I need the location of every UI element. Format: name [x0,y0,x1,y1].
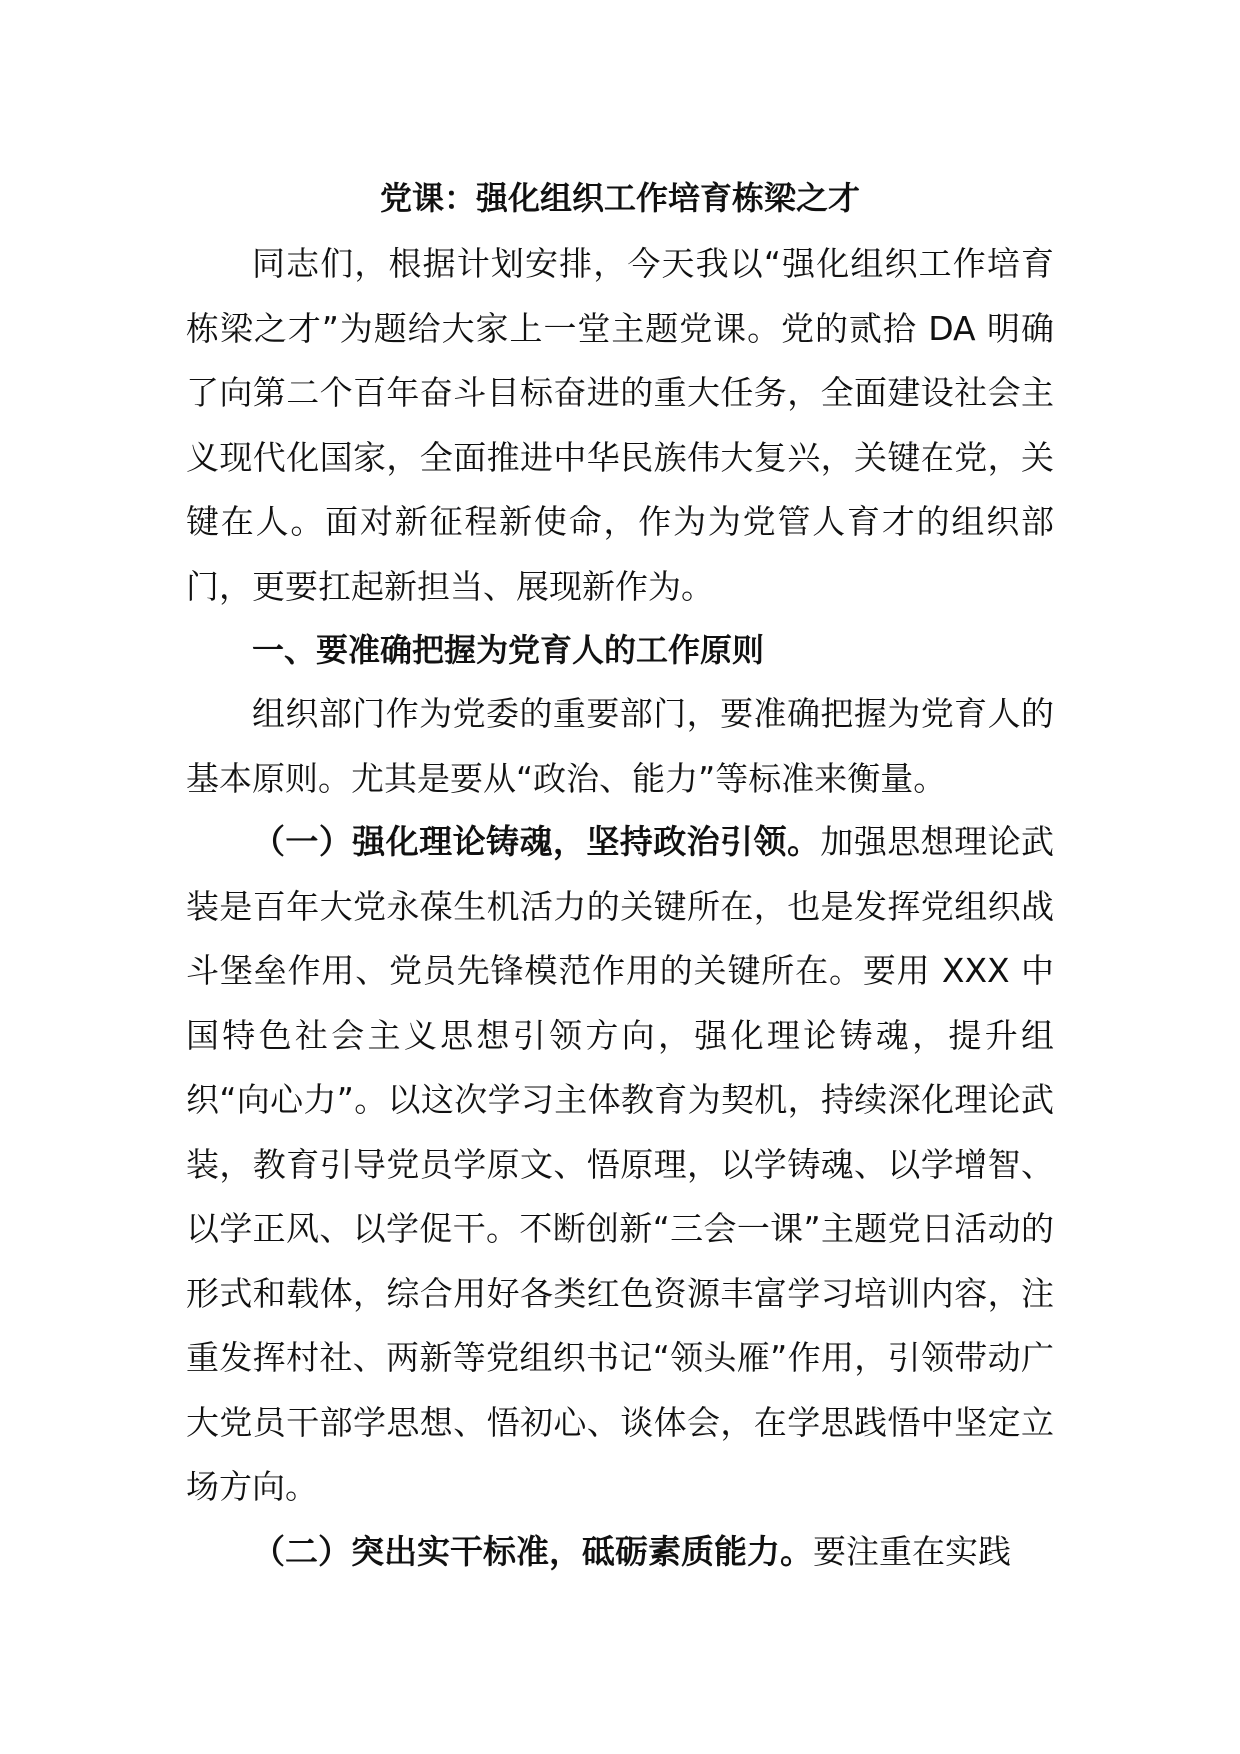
section-1-intro-paragraph: 组织部门作为党委的重要部门，要准确把握为党育人的基本原则。尤其是要从“政治、能力”等标准来衡量。 [186,694,1054,798]
point-2-paragraph [186,1520,1054,1585]
section-heading-1: 一、要准确把握为党育人的工作原则 [252,631,765,669]
point-1-paragraph [186,810,1054,1520]
document-title: 党课：强化组织工作培育栋梁之才 [379,179,860,217]
point-1-body: 加强思想理论武装是百年大党永葆生机活力的关键所在，也是发挥党组织战斗堡垒作用、党员先锋模范作用的关键所在。要用 XXX 中国特色社会主义思想引领方向，强化理论铸魂，提升组织“向心力”。以这次学习主体教育为契机，持续深化理论武装，教育引导党员学原文、悟原理，以学铸魂、以学增智、以学正风、以学促干。不断创新“三会一课”主题党日活动的形式和载体，综合用好各类红色资源丰富学习培训内容，注重发挥村社、两新等党组织书记“领头雁”作用，引领带动广大党员干部学思想、悟初心、谈体会，在学思践悟中坚定立场方向。 [186,822,1055,1506]
point-2-lead: （二）突出实干标准，砥砺素质能力。 [252,1532,813,1571]
point-2-body: 要注重在实践 [813,1532,1011,1571]
point-1-lead: （一）强化理论铸魂，坚持政治引领。 [252,822,821,861]
intro-paragraph: 同志们，根据计划安排，今天我以“强化组织工作培育栋梁之才”为题给大家上一堂主题党课。党的贰拾 DA 明确了向第二个百年奋斗目标奋进的重大任务，全面建设社会主义现代化国家，全面推进中华民族伟大复兴，关键在党，关键在人。面对新征程新使命，作为为党管人育才的组织部门，更要扛起新担当、展现新作为。 [186,244,1054,606]
